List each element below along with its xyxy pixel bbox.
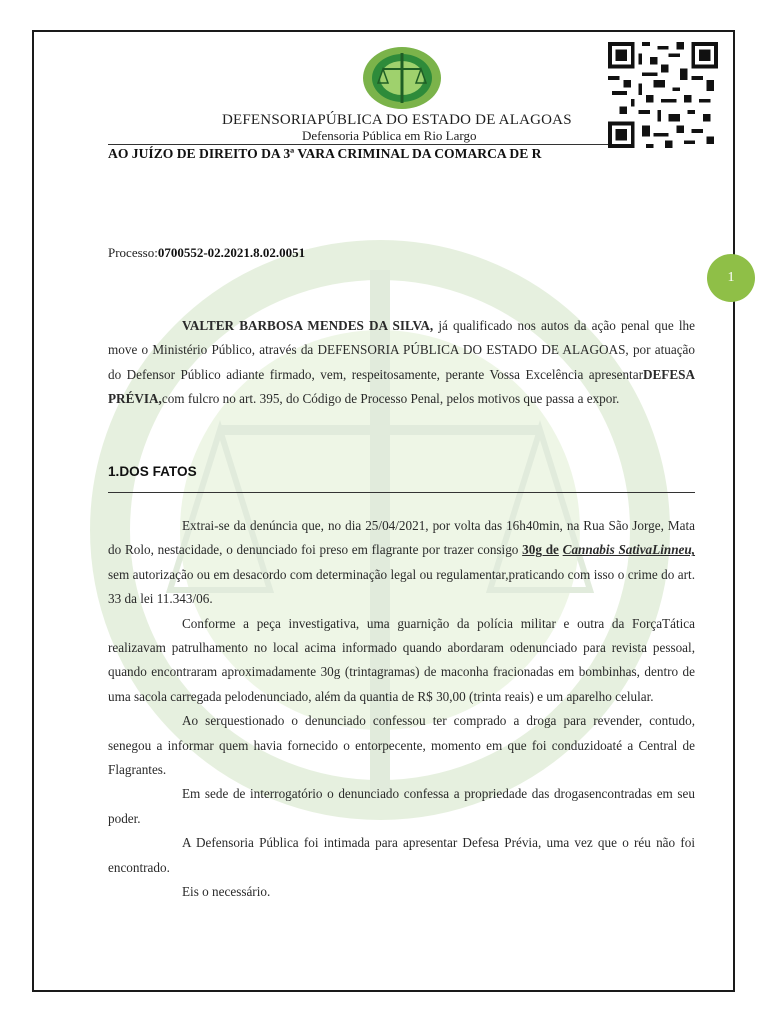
- drug-quantity: 30g de: [522, 542, 559, 558]
- drug-species: Cannabis SativaLinneu,: [562, 542, 696, 558]
- addressee-line: AO JUÍZO DE DIREITO DA 3ª VARA CRIMINAL DA COMARCA DE R: [108, 146, 542, 161]
- institution-emblem: [361, 45, 443, 111]
- header-divider: [108, 144, 608, 145]
- facts-paragraph-3: Ao serquestionado o denunciado confessou ter comprado a droga para revender, contudo, senegou a informar quem havia fornecido o entorpecente, momento em que foi conduzidoaté a Central de Flagrantes.: [108, 713, 695, 778]
- institution-title: DEFENSORIAPÚBLICA DO ESTADO DE ALAGOAS: [222, 112, 572, 128]
- facts-section: [108, 514, 695, 905]
- process-number: [108, 245, 305, 261]
- facts-paragraph-5: A Defensoria Pública foi intimada para apresentar Defesa Prévia, uma vez que o réu não foi encontrado.: [108, 835, 695, 875]
- facts-paragraph-6: Eis o necessário.: [182, 884, 271, 900]
- section-divider: [108, 492, 695, 493]
- qr-code: [608, 42, 718, 148]
- defesa-previa: DEFESA PRÉVIA,: [108, 366, 695, 407]
- facts-paragraph-1: Extrai-se da denúncia que, no dia 25/04/2021, por volta das 16h40min, na Rua São Jorge, Mata do Rolo, nestacidade, o denunciado foi preso em flagrante por trazer consigo 30g de Cannabis SativaLinneu, sem autorização ou em desacordo com determinação legal ou regulamentar,praticando com isso o crime do art. 33 da lei 11.343/06.: [108, 518, 696, 607]
- process-value: 0700552-02.2021.8.02.0051: [157, 245, 306, 260]
- intro-text-1: já qualificado nos autos da ação penal que lhe move o Ministério Público, através da DEFENSORIA PÚBLICA DO ESTADO DE ALAGOAS, por atuação do Defensor Público adiante firmado, vem, respeitosamente, perante Vossa Excelência apresentar: [108, 318, 695, 382]
- defendant-name: VALTER BARBOSA MENDES DA SILVA,: [182, 318, 434, 333]
- institution-unit: Defensoria Pública em Rio Largo: [302, 128, 477, 143]
- process-label: Processo:: [108, 245, 158, 260]
- section-title: 1.DOS FATOS: [108, 464, 197, 479]
- facts-paragraph-4: Em sede de interrogatório o denunciado confessa a propriedade das drogasencontradas em seu poder.: [108, 786, 695, 826]
- page-number-badge[interactable]: 1: [707, 254, 755, 302]
- intro-paragraph: [108, 314, 695, 412]
- intro-text-2: com fulcro no art. 395, do Código de Processo Penal, pelos motivos que passa a expor.: [161, 391, 620, 407]
- facts-paragraph-2: Conforme a peça investigativa, uma guarnição da polícia militar e outra da ForçaTática realizavam patrulhamento no local acima informado quando abordaram odenunciado para revista pessoal, quando encontraram aproximadamente 30g (trintagramas) de maconha fracionadas em bombinhas, dentro de uma sacola carregada pelodenunciado, além da quantia de R$ 30,00 (trinta reais) e um aparelho celular.: [108, 615, 695, 704]
